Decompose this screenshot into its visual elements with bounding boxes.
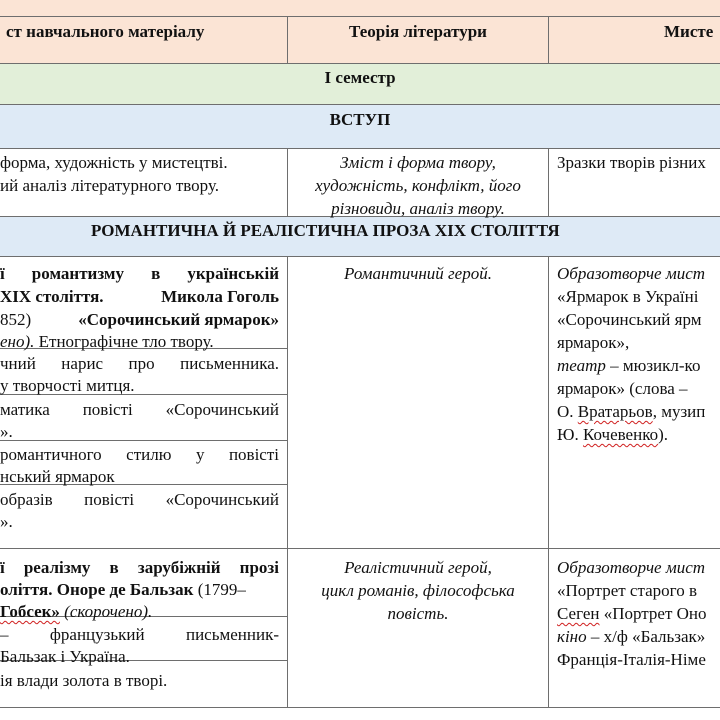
balzac-abridged: (скорочено). [59,602,153,621]
gogol-author: Микола Гоголь [161,287,279,306]
column-header-theory: Теорія літератури [349,22,487,41]
balzac-art-film: – х/ф «Бальзак» [586,627,706,646]
balzac-topic-line-1: ї реалізму в зарубіжній прозі [0,558,279,577]
gogol-art-musical: – мюзикл-ко [605,356,701,375]
gogol-work-title: «Сорочинський ярмарок» [78,310,279,329]
gogol-art-line-6: ярмарок» (слова – [557,379,688,398]
gogol-theory: Романтичний герой. [344,264,492,283]
balzac-author: Оноре де Бальзак [56,580,194,599]
column-header-art: Мисте [664,22,714,41]
balzac-art-line-1: Образотворче мист [557,558,706,577]
gogol-century: XIX століття. [0,287,104,306]
gogol-art-line-8 [557,423,668,446]
gogol-art-line-5 [557,354,700,377]
gogol-sub2-line-1: матика повісті «Сорочинський [0,400,279,419]
gogol-sub3-line-1: романтичного стилю у повісті [0,445,279,464]
balzac-art-line-4 [557,625,705,648]
balzac-art-segen: Сеген [557,604,600,623]
gogol-topic-line-2 [0,285,279,308]
intro-content-line-1: форма, художність у мистецтві. [0,153,228,172]
gogol-art-music: , музип [652,402,706,421]
intro-art-line-1: Зразки творів різних [557,153,706,172]
gogol-art-kochevenko: Кочевенко [582,425,659,444]
gogol-art-line-1: Образотворче мист [557,264,706,283]
semester-label: I семестр [324,68,396,87]
column-header-content: ст навчального матеріалу [6,22,205,41]
balzac-topic-line-3 [0,600,152,623]
gogol-art-initial-o: О. [557,402,578,421]
balzac-theory-line-2: цикл романів, філософська [321,581,515,600]
balzac-topic-line-2 [0,578,246,601]
gogol-art-line-2: «Ярмарок в Україні [557,287,699,306]
balzac-art-line-3 [557,602,707,625]
gogol-sub2-line-2: ». [0,422,13,441]
balzac-century: оліття. [0,580,53,599]
gogol-sub4-line-2: ». [0,512,13,531]
balzac-theory-line-3: повість. [387,604,449,623]
gogol-art-initial-yu: Ю. [557,425,583,444]
gogol-topic-line-3 [0,308,279,331]
balzac-art-portrait: «Портрет Оно [599,604,707,623]
intro-theory-line-3: різновиди, аналіз твору. [331,199,505,218]
gogol-sub3-line-2: нський ярмарок [0,467,115,486]
gogol-art-line-7 [557,400,705,423]
balzac-art-cinema: кіно [557,627,587,646]
balzac-sub2-line-1: ія влади золота в творі. [0,671,168,690]
gogol-art-line-4: ярмарок», [557,333,630,352]
gogol-abridged: ено). [0,332,35,351]
balzac-sub1-line-2: Бальзак і Україна. [0,647,130,666]
balzac-work-title: Гобсек» [0,602,60,621]
gogol-sub1-line-2: у творчості митця. [0,376,135,395]
intro-theory-line-2: художність, конфлікт, його [315,176,521,195]
gogol-years: 852) [0,310,32,329]
gogol-sub1-line-1: чний нарис про письменника. [0,354,279,373]
gogol-topic-line-1: ї романтизму в українській [0,264,279,283]
balzac-art-line-5: Франція-Італія-Німе [557,650,706,669]
balzac-sub1-line-1: – французький письменник- [0,625,279,644]
intro-theory-line-1: Зміст і форма твору, [340,153,496,172]
gogol-art-vratarov: Вратарьов [577,402,653,421]
balzac-years: (1799– [193,580,246,599]
gogol-art-close: ). [658,425,669,444]
intro-title: ВСТУП [329,110,391,129]
section-title-romantic-realistic: РОМАНТИЧНА Й РЕАЛІСТИЧНА ПРОЗА XIX СТОЛІТТЯ [91,221,560,240]
gogol-sub4-line-1: образів повісті «Сорочинський [0,490,279,509]
gogol-art-line-3: «Сорочинський ярм [557,310,702,329]
gogol-ethnography: Етнографічне тло твору. [34,332,214,351]
gogol-topic-line-4 [0,330,214,353]
balzac-theory-line-1: Реалістичний герой, [344,558,492,577]
gogol-art-theatre: театр [557,356,606,375]
intro-content-line-2: ий аналіз літературного твору. [0,176,220,195]
balzac-art-line-2: «Портрет старого в [557,581,697,600]
